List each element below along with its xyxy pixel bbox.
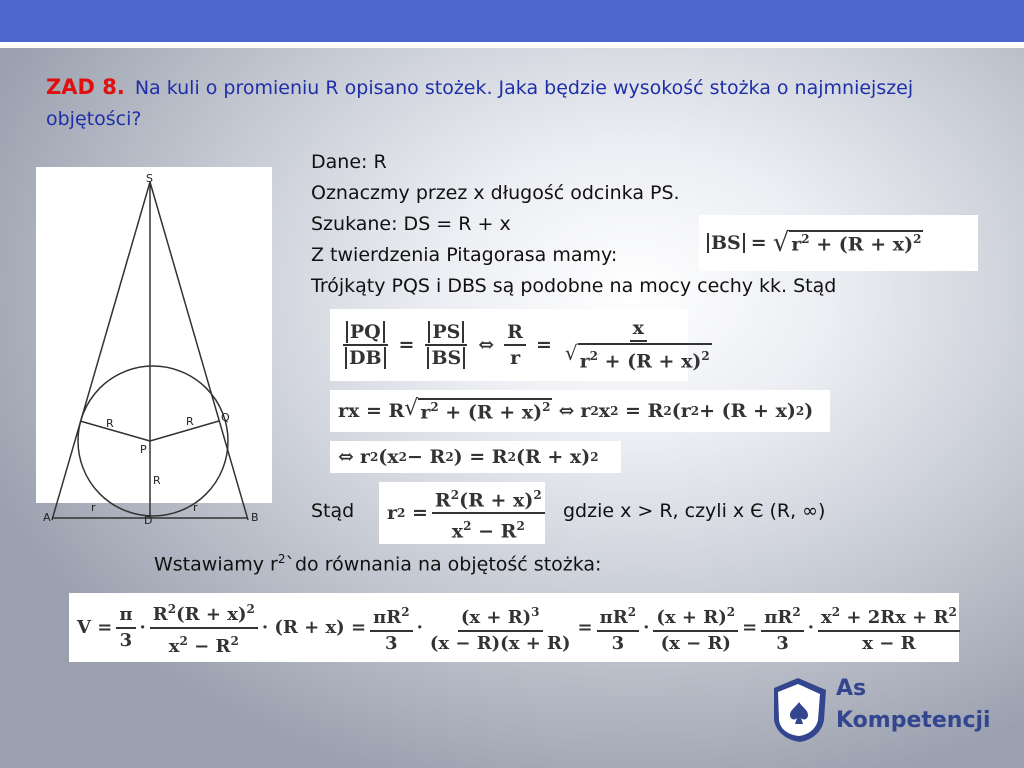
formula-r-squared: r 2 = $\frac{R^2(R + x)^2}{x^2 - R^2}$ [379, 482, 545, 544]
cone-sphere-svg [36, 167, 272, 527]
given-line: Dane: R [311, 151, 387, 173]
task-question: Na kuli o promieniu R opisano stożek. Jaka będzie wysokość stożka o najmniejszej objętości? [46, 77, 914, 130]
cone-right-edge [150, 182, 248, 520]
formula-similarity-ratio: $\frac{PQ}{DB}$ = $\frac{PS}{BS}$ ⇔ $\frac{R}{r}$ = x √ $r^2 + (R + x)^2$ [330, 309, 688, 381]
formula-cross-multiply: rx = R √ $r^2 + (R + x)^2$ ⇔ r 2 x 2 = R 2 (r 2 + (R + x) 2 ) [330, 390, 830, 432]
label-S: S [146, 172, 153, 185]
logo-text-line2: Kompetencji [836, 708, 991, 733]
similarity-line: Trójkąty PQS i DBS są podobne na mocy cechy kk. Stąd [311, 275, 837, 297]
top-banner [0, 0, 1024, 42]
label-r-left: r [91, 501, 96, 514]
cone-left-edge [52, 182, 150, 520]
task-title [46, 72, 986, 135]
radius-right [150, 421, 219, 441]
logo-text-line1: As [836, 676, 867, 701]
label-r-right: r [193, 501, 198, 514]
pythagoras-line: Z twierdzenia Pitagorasa mamy: [311, 244, 618, 266]
label-D: D [144, 514, 153, 527]
notation-line: Oznaczmy przez x długość odcinka PS. [311, 182, 680, 204]
domain-condition: gdzie x > R, czyli x Є (R, ∞) [563, 500, 826, 522]
stad-label: Stąd [311, 500, 355, 522]
inscribed-sphere [78, 366, 228, 516]
substitution-line [154, 552, 601, 575]
formula-volume: V = $\frac{\pi}{3}$ · $\frac{R^2(R + x)^2}{x^2 - R^2}$ · (R + x) = $\frac{\pi R^2}{3}$ · $\frac{(x + R)^3}{(x - R)(x + R)}$ = $\frac{\pi R^2}{3}$ · $\frac{(x + R)^2}{(x - R)}$ = $\frac{\pi R^2}{3}$ · $\frac{x^2 + 2Rx + R^2}{x - R}$ [69, 593, 959, 662]
substitution-text-end: `do równania na objętość stożka: [285, 553, 602, 576]
as-kompetencji-logo [768, 674, 1004, 746]
label-P: P [140, 443, 147, 456]
formula-rearranged: ⇔ r 2 (x 2 − R 2 ) = R 2 (R + x) 2 [330, 441, 621, 473]
logo-badge-icon [768, 674, 832, 746]
sought-line: Szukane: DS = R + x [311, 213, 511, 235]
top-banner-divider [0, 42, 1024, 48]
label-B: B [251, 511, 259, 524]
label-R-left: R [106, 417, 114, 430]
substitution-text-start: Wstawiamy r [154, 553, 278, 576]
substitution-superscript: 2 [277, 552, 286, 566]
cone-sphere-diagram [36, 167, 272, 527]
formula-bs: BS = √ $r^2 + (R + x)^2$ [699, 215, 978, 271]
task-number: ZAD 8. [46, 75, 125, 99]
label-Q: Q [221, 411, 230, 424]
label-R-right: R [186, 415, 194, 428]
label-R-vertical: R [153, 474, 161, 487]
label-A: A [43, 511, 51, 524]
radius-left [80, 421, 150, 441]
